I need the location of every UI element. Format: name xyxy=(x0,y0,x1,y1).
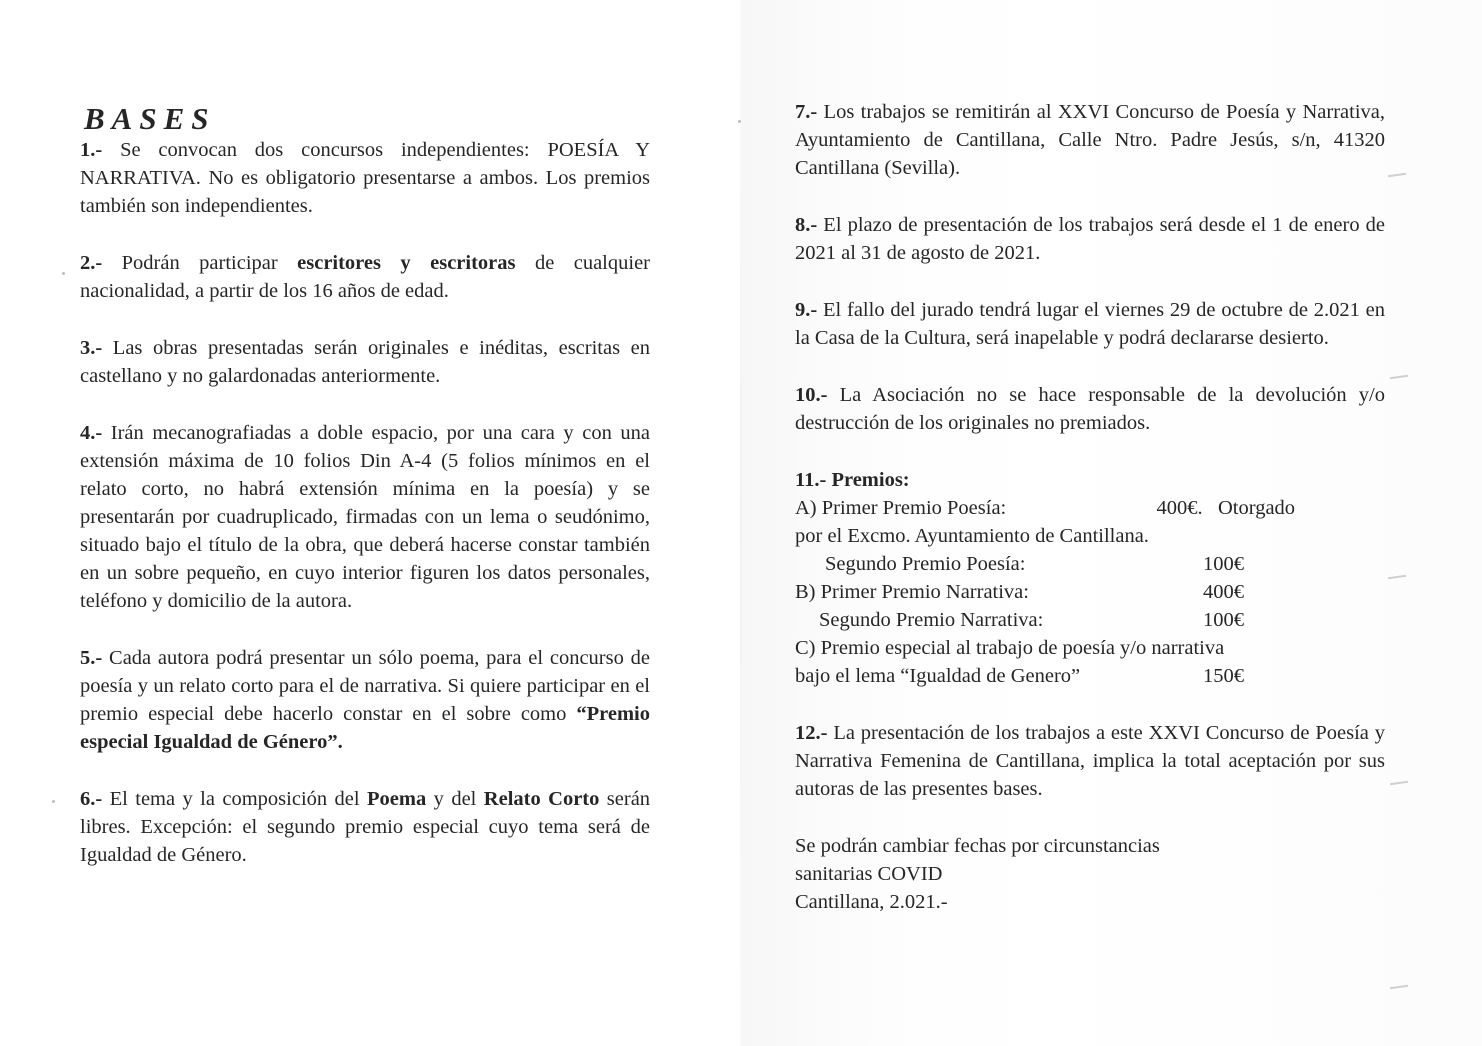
clause-text: Cada autora podrá presentar un sólo poema, para el concurso de poesía y un relato corto para el de narrativa. Si quiere participar en el premio especial debe hacerlo constar en el sobre como xyxy=(80,647,651,725)
clause-text: y del xyxy=(433,788,477,810)
clause-bold-text: “Premio especial Igualdad de Género”. xyxy=(80,703,650,753)
closing-line: sanitarias COVID xyxy=(795,863,943,885)
clause-number: 5.- xyxy=(80,647,103,669)
clause-number: 7.- xyxy=(795,101,818,123)
clause-number: 12.- xyxy=(795,722,828,744)
prize-label: Segundo Premio Poesía: xyxy=(825,553,1026,575)
clause-number: 9.- xyxy=(795,299,818,321)
clause-bold-text: Poema xyxy=(367,788,427,810)
clause-text: Las obras presentadas serán originales e inéditas, escritas en castellano y no galardonadas anteriormente. xyxy=(80,337,650,387)
prize-label: bajo el lema “Igualdad de Genero” xyxy=(795,665,1081,687)
prize-poetry-first xyxy=(795,494,1385,522)
clause-3 xyxy=(80,334,650,390)
prize-narrative-first xyxy=(795,578,1255,606)
scan-speck xyxy=(738,120,741,123)
clause-6 xyxy=(80,785,650,869)
page-title: BASES xyxy=(84,101,216,136)
clause-text: El tema y la composición del xyxy=(109,788,360,810)
prize-label: A) Primer Premio Poesía: xyxy=(795,497,1007,519)
clause-bold-text: Relato Corto xyxy=(483,788,600,810)
scan-speck xyxy=(52,800,55,803)
prize-narrative-second xyxy=(795,606,1255,634)
prize-amount: 150€ xyxy=(1203,665,1244,687)
scan-speck xyxy=(62,272,65,275)
clause-1 xyxy=(80,136,650,220)
prize-special: C) Premio especial al trabajo de poesía y/o narrativa xyxy=(795,637,1225,659)
prize-poetry-first-sponsor: por el Excmo. Ayuntamiento de Cantillana. xyxy=(795,525,1149,547)
clause-text: serán libres. Excepción: el segundo premio especial cuyo tema será de Igualdad de Género. xyxy=(80,788,651,866)
clause-5 xyxy=(80,644,650,756)
clause-bold-text: escritores y escritoras xyxy=(297,252,516,274)
clause-text: de cualquier nacionalidad, a partir de los 16 años de edad. xyxy=(80,252,650,302)
prize-special-motto xyxy=(795,662,1255,690)
closing-place-date: Cantillana, 2.021.- xyxy=(795,891,948,913)
clause-number: 6.- xyxy=(80,788,103,810)
clause-number: 10.- xyxy=(795,384,828,406)
clause-2 xyxy=(80,249,650,305)
clause-number: 2.- xyxy=(80,252,103,274)
clause-7 xyxy=(795,98,1385,182)
clause-8 xyxy=(795,211,1385,267)
clause-text: El plazo de presentación de los trabajos será desde el 1 de enero de 2021 al 31 de agosto de 2021. xyxy=(795,214,1386,264)
prize-label: Segundo Premio Narrativa: xyxy=(819,609,1044,631)
clause-number: 8.- xyxy=(795,214,818,236)
clause-9 xyxy=(795,296,1385,352)
prize-amount: 400€. xyxy=(1156,497,1203,519)
prize-amount: 100€ xyxy=(1203,553,1244,575)
clause-text: Podrán participar xyxy=(121,252,278,274)
clause-text: Irán mecanografiadas a doble espacio, por una cara y con una extensión máxima de 10 folios Din A-4 (5 folios mínimos en el relato corto, no habrá extensión mínima en la poesía) y se presentarán por cuadruplicado, firmadas con un lema o seudónimo, situado bajo el título de la obra, que deberá hacerse constar también en un sobre pequeño, en cuyo interior figuren los datos personales, teléfono y domicilio de la autora. xyxy=(80,422,650,612)
clause-number: 4.- xyxy=(80,422,103,444)
clause-10 xyxy=(795,381,1385,437)
prize-note: Otorgado xyxy=(1218,497,1296,519)
closing-line: Se podrán cambiar fechas por circunstancias xyxy=(795,835,1160,857)
clause-text: Se convocan dos concursos independientes: POESÍA Y NARRATIVA. No es obligatorio presentarse a ambos. Los premios también son independientes. xyxy=(80,139,650,217)
clause-11-prizes xyxy=(795,466,1385,690)
prize-label: B) Primer Premio Narrativa: xyxy=(795,581,1029,603)
clause-12 xyxy=(795,719,1385,803)
prizes-heading: 11.- Premios: xyxy=(795,469,910,491)
clause-text: La presentación de los trabajos a este XXVI Concurso de Poesía y Narrativa Femenina de Cantillana, implica la total aceptación por sus autoras de las presentes bases. xyxy=(795,722,1385,800)
clause-text: Los trabajos se remitirán al XXVI Concurso de Poesía y Narrativa, Ayuntamiento de Cantillana, Calle Ntro. Padre Jesús, s/n, 41320 Cantillana (Sevilla). xyxy=(795,101,1386,179)
clause-number: 1.- xyxy=(80,139,103,161)
prize-amount: 100€ xyxy=(1203,609,1244,631)
prize-poetry-second xyxy=(795,550,1255,578)
clause-text: La Asociación no se hace responsable de la devolución y/o destrucción de los originales no premiados. xyxy=(795,384,1385,434)
closing-note xyxy=(795,832,1385,916)
clause-text: El fallo del jurado tendrá lugar el viernes 29 de octubre de 2.021 en la Casa de la Cultura, será inapelable y podrá declararse desierto. xyxy=(795,299,1385,349)
right-column xyxy=(795,98,1385,916)
clause-number: 3.- xyxy=(80,337,103,359)
prize-amount: 400€ xyxy=(1203,581,1244,603)
clause-4 xyxy=(80,419,650,615)
page-fold xyxy=(740,0,742,1046)
left-column xyxy=(80,102,650,898)
